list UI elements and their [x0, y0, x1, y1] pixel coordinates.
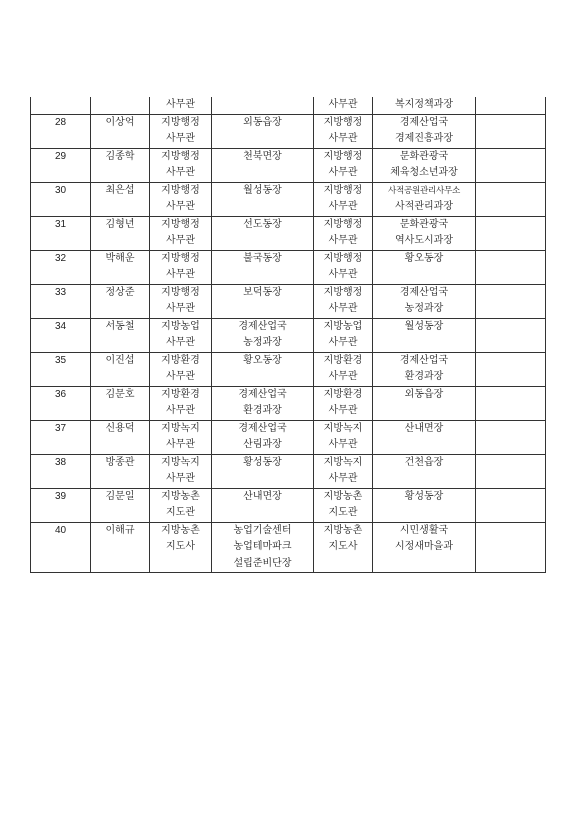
- grade-text: 사무관: [166, 269, 195, 280]
- cell-name: [91, 420, 150, 454]
- cell-new-grade: [314, 420, 373, 454]
- cell-name: [91, 454, 150, 488]
- new-post-text: 건천읍장: [404, 456, 444, 468]
- person-name: 방종관: [105, 456, 135, 468]
- person-name: 김종학: [105, 150, 135, 162]
- new-grade-text: 사무관: [328, 201, 358, 212]
- current-post-text: 황성동장: [243, 456, 282, 468]
- table-row: [31, 250, 546, 284]
- current-post-text: 외동읍장: [243, 116, 282, 128]
- cell-name: [91, 318, 150, 352]
- cell-no: [31, 284, 91, 318]
- new-post-text: 문화관광국: [399, 150, 449, 162]
- cell-no: [31, 488, 91, 522]
- cell-new-post: [373, 454, 476, 488]
- current-post-text: 천북면장: [243, 150, 282, 162]
- person-name: 서동철: [105, 320, 135, 332]
- table-row: [31, 454, 546, 488]
- cell-grade: [150, 97, 212, 114]
- new-grade-text: 사무관: [328, 473, 358, 484]
- cell-name: [91, 216, 150, 250]
- grade-text: 사무관: [166, 405, 195, 416]
- cell-remarks: [476, 148, 546, 182]
- grade-text: 사무관: [166, 337, 195, 348]
- grade-text: 사무관: [166, 235, 195, 246]
- current-post-text: 산내면장: [243, 490, 282, 502]
- new-post-text: 시정새마을과: [395, 541, 453, 552]
- personnel-document: [30, 97, 545, 573]
- cell-new-grade: [314, 488, 373, 522]
- cell-new-post: [373, 182, 476, 216]
- person-name: 김문호: [105, 388, 135, 400]
- row-number: 39: [54, 490, 67, 502]
- new-post-text: 사적관리과장: [395, 201, 453, 212]
- row-number: 40: [54, 524, 67, 536]
- grade-text: 사무관: [166, 439, 195, 450]
- table-row: [31, 488, 546, 522]
- new-grade-text: 지방행정: [323, 286, 363, 298]
- cell-current-post: [212, 182, 314, 216]
- row-number: 34: [54, 320, 67, 332]
- row-number: 38: [54, 456, 67, 468]
- grade-text: 사무관: [166, 473, 195, 484]
- new-grade-text: 지방행정: [323, 150, 363, 162]
- table-row: [31, 318, 546, 352]
- cell-current-post: [212, 318, 314, 352]
- grade-text: 지방환경: [161, 354, 200, 366]
- table-row: [31, 522, 546, 573]
- person-name: 이상억: [105, 116, 135, 128]
- cell-remarks: [476, 97, 546, 114]
- cell-remarks: [476, 182, 546, 216]
- table-row: [31, 386, 546, 420]
- new-post-text: 농정과장: [404, 303, 444, 314]
- grade-text: 지방행정: [161, 184, 200, 196]
- grade-text: 지방녹지: [161, 456, 200, 468]
- cell-grade: [150, 216, 212, 250]
- cell-no: [31, 454, 91, 488]
- new-grade-text: 지도사: [328, 541, 358, 552]
- new-post-text: 경제진흥과장: [395, 133, 453, 144]
- cell-current-post: [212, 488, 314, 522]
- personnel-table: [30, 97, 546, 573]
- cell-grade: [150, 148, 212, 182]
- cell-no: [31, 318, 91, 352]
- cell-new-grade: [314, 318, 373, 352]
- new-post-text: 시민생활국: [399, 524, 449, 536]
- cell-remarks: [476, 216, 546, 250]
- grade-text: 지방농촌: [161, 524, 200, 536]
- cell-no: [31, 386, 91, 420]
- cell-new-grade: [314, 522, 373, 573]
- row-number: 36: [54, 388, 67, 400]
- current-post-text: 경제산업국: [238, 320, 287, 332]
- new-grade-text: 지방농촌: [323, 524, 363, 536]
- current-post-text: 농정과장: [243, 337, 282, 348]
- cell-remarks: [476, 250, 546, 284]
- cell-name: [91, 250, 150, 284]
- new-grade-text: 지방환경: [323, 354, 363, 366]
- current-post-text: 경제산업국: [238, 388, 287, 400]
- person-name: 박해운: [105, 252, 135, 264]
- cell-grade: [150, 386, 212, 420]
- cell-grade: [150, 352, 212, 386]
- cell-new-grade: [314, 386, 373, 420]
- cell-new-post: [373, 352, 476, 386]
- table-row: [31, 148, 546, 182]
- cell-new-post: [373, 114, 476, 148]
- new-grade-text: 사무관: [328, 99, 358, 110]
- table-row: [31, 114, 546, 148]
- cell-new-grade: [314, 454, 373, 488]
- grade-text: 사무관: [166, 303, 195, 314]
- grade-text: 사무관: [166, 371, 195, 382]
- cell-name: [91, 182, 150, 216]
- grade-text: 지방행정: [161, 150, 200, 162]
- cell-no: [31, 522, 91, 573]
- person-name: 신용덕: [105, 422, 135, 434]
- cell-new-grade: [314, 148, 373, 182]
- cell-new-post: [373, 216, 476, 250]
- cell-grade: [150, 318, 212, 352]
- cell-current-post: [212, 114, 314, 148]
- table-row: [31, 352, 546, 386]
- row-number: 32: [54, 252, 67, 264]
- new-grade-text: 지방행정: [323, 252, 363, 264]
- new-post-text: 황오동장: [404, 252, 444, 264]
- cell-name: [91, 352, 150, 386]
- new-grade-text: 사무관: [328, 303, 358, 314]
- grade-text: 사무관: [166, 133, 195, 144]
- cell-current-post: [212, 454, 314, 488]
- cell-no: [31, 114, 91, 148]
- new-grade-text: 지방녹지: [323, 456, 363, 468]
- cell-remarks: [476, 454, 546, 488]
- cell-name: [91, 114, 150, 148]
- cell-new-post: [373, 148, 476, 182]
- cell-current-post: [212, 216, 314, 250]
- new-grade-text: 사무관: [328, 337, 358, 348]
- new-post-text: 문화관광국: [399, 218, 449, 230]
- cell-new-grade: [314, 182, 373, 216]
- current-post-text: 황오동장: [243, 354, 282, 366]
- cell-grade: [150, 420, 212, 454]
- grade-text: 사무관: [166, 99, 195, 110]
- new-post-text: 역사도시과장: [395, 235, 453, 246]
- cell-grade: [150, 114, 212, 148]
- cell-new-post: [373, 284, 476, 318]
- cell-no: [31, 216, 91, 250]
- cell-new-grade: [314, 216, 373, 250]
- new-post-text: 외동읍장: [404, 388, 444, 400]
- person-name: 이진섭: [105, 354, 135, 366]
- new-grade-text: 사무관: [328, 167, 358, 178]
- current-post-text: 설립준비단장: [233, 557, 292, 569]
- cell-current-post: [212, 420, 314, 454]
- current-post-text: 농업기술센터: [233, 524, 292, 536]
- grade-text: 지도사: [166, 541, 195, 552]
- cell-remarks: [476, 386, 546, 420]
- cell-name: [91, 97, 150, 114]
- cell-name: [91, 522, 150, 573]
- new-post-text: 경제산업국: [399, 116, 449, 128]
- grade-text: 사무관: [166, 201, 195, 212]
- new-grade-text: 사무관: [328, 133, 358, 144]
- new-grade-text: 지방행정: [323, 218, 363, 230]
- cell-remarks: [476, 318, 546, 352]
- cell-new-grade: [314, 250, 373, 284]
- grade-text: 지방행정: [161, 218, 200, 230]
- row-number: 31: [54, 218, 67, 230]
- cell-current-post: [212, 522, 314, 573]
- row-number: 28: [54, 116, 67, 128]
- new-grade-text: 사무관: [328, 405, 358, 416]
- cell-new-post: [373, 488, 476, 522]
- cell-remarks: [476, 522, 546, 573]
- new-grade-text: 지방녹지: [323, 422, 363, 434]
- cell-new-post: [373, 386, 476, 420]
- cell-current-post: [212, 97, 314, 114]
- cell-new-grade: [314, 284, 373, 318]
- person-name: 최은섭: [105, 184, 135, 196]
- new-grade-text: 지방농촌: [323, 490, 363, 502]
- table-row: [31, 216, 546, 250]
- cell-new-post: [373, 250, 476, 284]
- current-post-text: 불국동장: [243, 252, 282, 264]
- table-body: [31, 97, 546, 573]
- grade-text: 지방행정: [161, 252, 200, 264]
- cell-new-post: [373, 420, 476, 454]
- current-post-text: 월성동장: [243, 184, 282, 196]
- row-number: 33: [54, 286, 67, 298]
- cell-remarks: [476, 352, 546, 386]
- row-number: 29: [54, 150, 67, 162]
- cell-grade: [150, 488, 212, 522]
- current-post-text: 보덕동장: [243, 286, 282, 298]
- new-post-text: 경제산업국: [399, 286, 449, 298]
- cell-no: [31, 148, 91, 182]
- new-post-text: 황성동장: [404, 490, 444, 502]
- current-post-text: 농업테마파크: [233, 541, 292, 552]
- cell-name: [91, 488, 150, 522]
- table-row: [31, 284, 546, 318]
- cell-no: [31, 97, 91, 114]
- new-grade-text: 지방행정: [323, 116, 363, 128]
- cell-name: [91, 386, 150, 420]
- new-post-text: 복지정책과장: [395, 99, 453, 110]
- new-grade-text: 지도관: [328, 507, 358, 518]
- cell-current-post: [212, 250, 314, 284]
- cell-new-grade: [314, 352, 373, 386]
- current-post-text: 경제산업국: [238, 422, 287, 434]
- cell-remarks: [476, 488, 546, 522]
- cell-grade: [150, 250, 212, 284]
- grade-text: 지방행정: [161, 116, 200, 128]
- grade-text: 지방농업: [161, 320, 200, 332]
- cell-new-post: [373, 318, 476, 352]
- cell-new-grade: [314, 97, 373, 114]
- cell-remarks: [476, 114, 546, 148]
- new-grade-text: 지방환경: [323, 388, 363, 400]
- person-name: 이해규: [105, 524, 135, 536]
- new-post-text: 사적공원관리사무소: [387, 185, 460, 196]
- cell-no: [31, 420, 91, 454]
- cell-grade: [150, 284, 212, 318]
- continuation-row: [31, 97, 546, 114]
- grade-text: 지도관: [166, 507, 195, 518]
- new-grade-text: 지방행정: [323, 184, 363, 196]
- new-post-text: 월성동장: [404, 320, 444, 332]
- cell-current-post: [212, 284, 314, 318]
- person-name: 정상준: [105, 286, 135, 298]
- new-post-text: 산내면장: [404, 422, 444, 434]
- table-row: [31, 182, 546, 216]
- cell-grade: [150, 454, 212, 488]
- cell-new-post: [373, 522, 476, 573]
- row-number: 37: [54, 422, 67, 434]
- new-grade-text: 지방농업: [323, 320, 363, 332]
- row-number: 30: [54, 184, 67, 196]
- cell-no: [31, 352, 91, 386]
- cell-new-grade: [314, 114, 373, 148]
- table-row: [31, 420, 546, 454]
- current-post-text: 환경과장: [243, 405, 282, 416]
- current-post-text: 산림과장: [243, 439, 282, 450]
- cell-name: [91, 284, 150, 318]
- cell-current-post: [212, 148, 314, 182]
- grade-text: 지방환경: [161, 388, 200, 400]
- new-post-text: 환경과장: [404, 371, 444, 382]
- grade-text: 지방녹지: [161, 422, 200, 434]
- new-post-text: 경제산업국: [399, 354, 449, 366]
- new-grade-text: 사무관: [328, 269, 358, 280]
- grade-text: 지방행정: [161, 286, 200, 298]
- cell-no: [31, 250, 91, 284]
- grade-text: 지방농촌: [161, 490, 200, 502]
- cell-new-post: [373, 97, 476, 114]
- cell-no: [31, 182, 91, 216]
- new-grade-text: 사무관: [328, 371, 358, 382]
- cell-grade: [150, 522, 212, 573]
- cell-remarks: [476, 284, 546, 318]
- new-post-text: 체육청소년과장: [390, 167, 458, 178]
- cell-grade: [150, 182, 212, 216]
- grade-text: 사무관: [166, 167, 195, 178]
- cell-name: [91, 148, 150, 182]
- person-name: 김문일: [105, 490, 135, 502]
- person-name: 김형년: [105, 218, 135, 230]
- current-post-text: 선도동장: [243, 218, 282, 230]
- new-grade-text: 사무관: [328, 235, 358, 246]
- new-grade-text: 사무관: [328, 439, 358, 450]
- cell-remarks: [476, 420, 546, 454]
- cell-current-post: [212, 352, 314, 386]
- row-number: 35: [54, 354, 67, 366]
- cell-current-post: [212, 386, 314, 420]
